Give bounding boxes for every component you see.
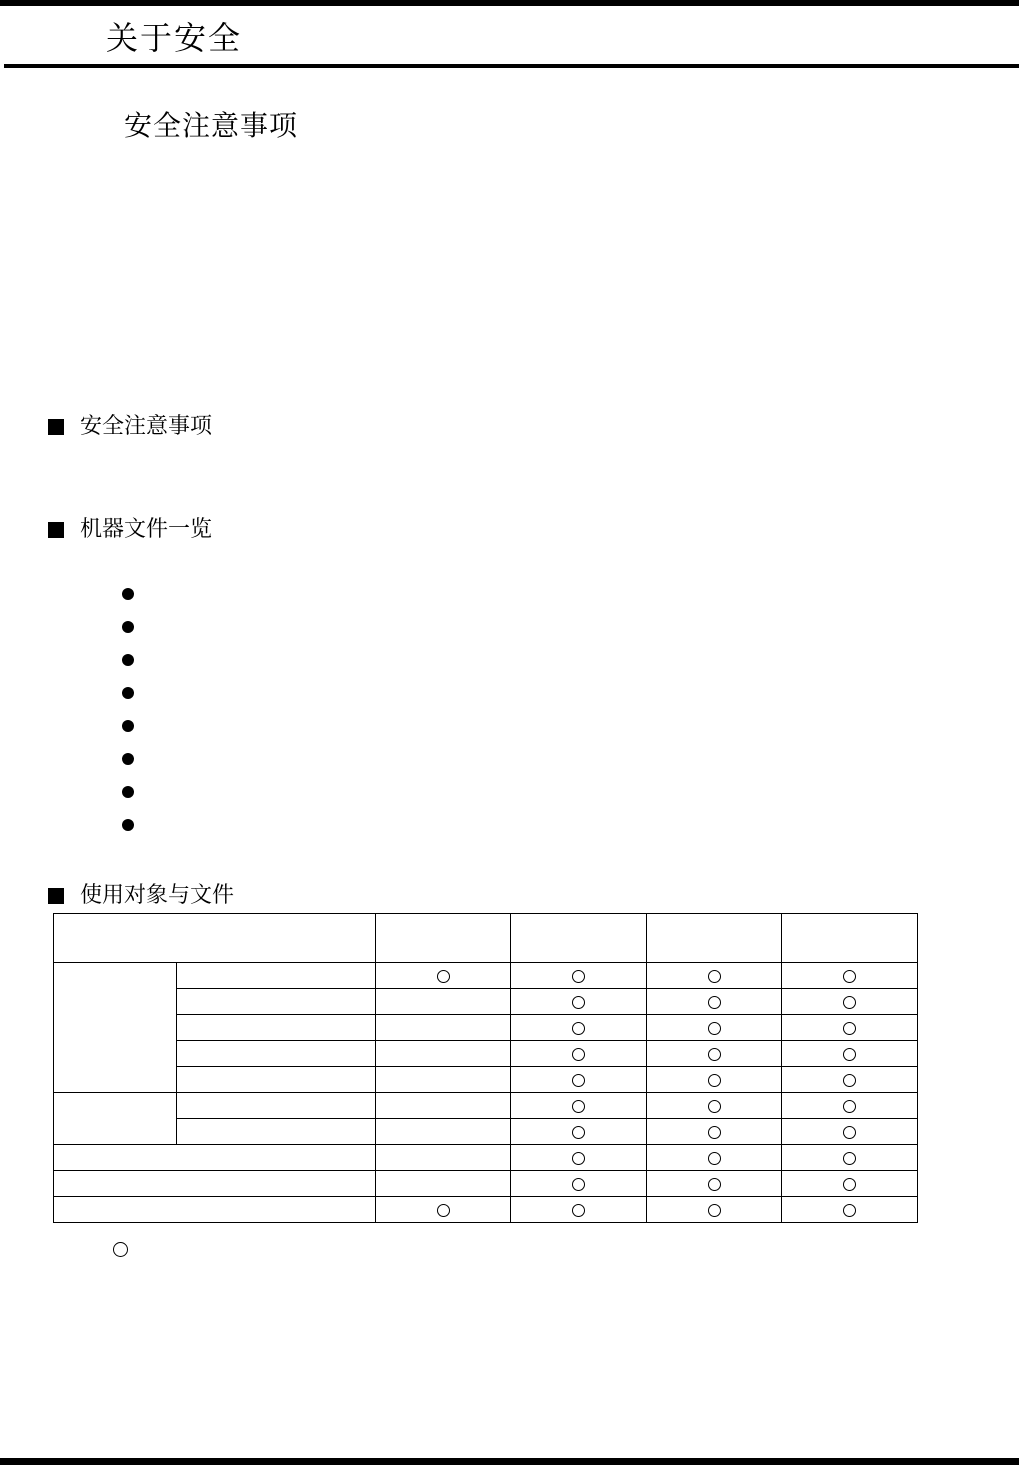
- heading-safety: [48, 412, 212, 442]
- table-cell: [376, 1171, 511, 1197]
- table-cell: [511, 1197, 647, 1223]
- list-bullet-icon: [122, 687, 134, 699]
- table-cell: [647, 1119, 782, 1145]
- table-cell: [511, 1145, 647, 1171]
- header-rule: [4, 64, 1019, 68]
- table-label-cell: [177, 1093, 376, 1119]
- table-header-cell: [376, 914, 511, 963]
- circle-mark-icon: [572, 1178, 585, 1191]
- table-header-cell: [782, 914, 918, 963]
- bottom-rule: [0, 1458, 1019, 1465]
- top-rule: [0, 0, 1019, 6]
- circle-mark-icon: [708, 1152, 721, 1165]
- circle-mark-icon: [572, 1100, 585, 1113]
- table-cell: [782, 1015, 918, 1041]
- circle-mark-icon: [843, 1048, 856, 1061]
- table-row: [54, 1171, 918, 1197]
- table-cell: [647, 1171, 782, 1197]
- table-row: [54, 1197, 918, 1223]
- table-cell: [782, 1197, 918, 1223]
- table-cell: [511, 1067, 647, 1093]
- list-bullet-icon: [122, 588, 134, 600]
- table-cell: [511, 1119, 647, 1145]
- heading-usage: [48, 881, 234, 911]
- heading-safety-text: 安全注意事项: [80, 414, 213, 439]
- circle-mark-icon: [708, 1126, 721, 1139]
- list-bullet-icon: [122, 654, 134, 666]
- page-title: 关于安全: [106, 19, 243, 57]
- circle-mark-icon: [572, 970, 585, 983]
- circle-mark-icon: [572, 996, 585, 1009]
- list-bullet-icon: [122, 819, 134, 831]
- table-cell: [376, 1197, 511, 1223]
- circle-mark-icon: [843, 1126, 856, 1139]
- table-cell: [376, 1015, 511, 1041]
- table-cell: [376, 1093, 511, 1119]
- table-cell: [782, 1119, 918, 1145]
- table-cell: [647, 1015, 782, 1041]
- table-cell: [511, 1041, 647, 1067]
- table-cell: [376, 1041, 511, 1067]
- square-bullet-icon: [48, 419, 64, 435]
- table-cell: [647, 963, 782, 989]
- table-cell: [782, 1145, 918, 1171]
- list-bullet-icon: [122, 720, 134, 732]
- heading-documents: [48, 515, 212, 545]
- circle-mark-icon: [708, 970, 721, 983]
- table-label-cell: [54, 1145, 376, 1171]
- table-cell: [782, 1041, 918, 1067]
- table-cell: [782, 1171, 918, 1197]
- usage-table: [53, 913, 918, 1223]
- table-cell: [511, 1093, 647, 1119]
- table-cell: [647, 989, 782, 1015]
- documents-list: [122, 588, 134, 852]
- table-cell: [511, 1015, 647, 1041]
- legend-circle-icon: [113, 1242, 128, 1257]
- circle-mark-icon: [572, 1022, 585, 1035]
- table-label-cell: [54, 1197, 376, 1223]
- table-cell: [376, 963, 511, 989]
- table-row: [54, 1119, 918, 1145]
- table-label-cell: [177, 989, 376, 1015]
- circle-mark-icon: [572, 1204, 585, 1217]
- table-cell: [647, 1093, 782, 1119]
- heading-documents-text: 机器文件一览: [80, 517, 213, 542]
- table-header-cell: [647, 914, 782, 963]
- list-bullet-icon: [122, 621, 134, 633]
- circle-mark-icon: [437, 970, 450, 983]
- table-cell: [647, 1145, 782, 1171]
- table-row: [54, 1067, 918, 1093]
- circle-mark-icon: [708, 1100, 721, 1113]
- table-group-cell: [54, 963, 177, 1093]
- table-cell: [511, 989, 647, 1015]
- table-row: [54, 1093, 918, 1119]
- table-cell: [647, 1041, 782, 1067]
- circle-mark-icon: [708, 1048, 721, 1061]
- circle-mark-icon: [572, 1152, 585, 1165]
- circle-mark-icon: [708, 1022, 721, 1035]
- circle-mark-icon: [708, 1074, 721, 1087]
- table-cell: [511, 963, 647, 989]
- table-cell: [782, 1067, 918, 1093]
- table-cell: [647, 1197, 782, 1223]
- square-bullet-icon: [48, 888, 64, 904]
- table-header-row: [54, 914, 918, 963]
- table-label-cell: [177, 1041, 376, 1067]
- circle-mark-icon: [437, 1204, 450, 1217]
- circle-mark-icon: [708, 996, 721, 1009]
- table-cell: [376, 1119, 511, 1145]
- table-row: [54, 1015, 918, 1041]
- list-bullet-icon: [122, 753, 134, 765]
- table-label-cell: [177, 1119, 376, 1145]
- table-cell: [511, 1171, 647, 1197]
- circle-mark-icon: [843, 970, 856, 983]
- table-header-cell: [54, 914, 376, 963]
- table-cell: [782, 989, 918, 1015]
- circle-mark-icon: [843, 1152, 856, 1165]
- circle-mark-icon: [572, 1074, 585, 1087]
- table-cell: [782, 963, 918, 989]
- circle-mark-icon: [843, 1100, 856, 1113]
- circle-mark-icon: [843, 996, 856, 1009]
- table-cell: [376, 989, 511, 1015]
- table-cell: [782, 1093, 918, 1119]
- square-bullet-icon: [48, 522, 64, 538]
- table-row: [54, 989, 918, 1015]
- circle-mark-icon: [708, 1204, 721, 1217]
- table-group-cell: [54, 1093, 177, 1145]
- table-label-cell: [177, 963, 376, 989]
- table-cell: [376, 1067, 511, 1093]
- circle-mark-icon: [843, 1022, 856, 1035]
- table-row: [54, 963, 918, 989]
- table-label-cell: [177, 1067, 376, 1093]
- circle-mark-icon: [572, 1126, 585, 1139]
- list-bullet-icon: [122, 786, 134, 798]
- table-cell: [647, 1067, 782, 1093]
- circle-mark-icon: [843, 1204, 856, 1217]
- circle-mark-icon: [843, 1074, 856, 1087]
- circle-mark-icon: [572, 1048, 585, 1061]
- table-label-cell: [54, 1171, 376, 1197]
- table-row: [54, 1145, 918, 1171]
- section-title: 安全注意事项: [124, 109, 299, 142]
- circle-mark-icon: [708, 1178, 721, 1191]
- heading-usage-text: 使用对象与文件: [80, 883, 235, 908]
- table-row: [54, 1041, 918, 1067]
- table-label-cell: [177, 1015, 376, 1041]
- table-header-cell: [511, 914, 647, 963]
- table-cell: [376, 1145, 511, 1171]
- circle-mark-icon: [843, 1178, 856, 1191]
